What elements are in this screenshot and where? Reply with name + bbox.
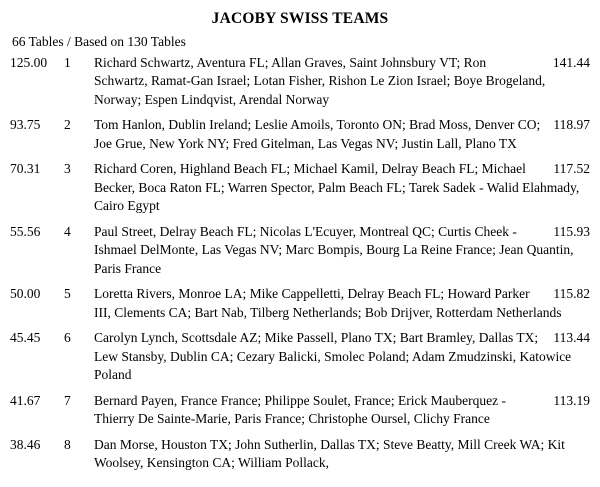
row-imps: 118.97: [553, 117, 590, 133]
row-names-inner: [94, 54, 590, 109]
spacer-cell: [64, 322, 94, 329]
row-score: 55.56: [10, 223, 41, 239]
spacer-cell: [64, 216, 94, 223]
row-names: Dan Morse, Houston TX; John Sutherlin, Dallas TX; Steve Beatty, Mill Creek WA; Kit Woolsey, Kensington CA; William Pollack,: [94, 436, 565, 471]
row-names-cell: [94, 329, 590, 384]
row-spacer: [10, 429, 590, 436]
spacer-cell: [10, 322, 64, 329]
row-rank: 6: [64, 330, 71, 346]
table-row: [10, 54, 590, 109]
row-imps: 115.82: [553, 286, 590, 302]
row-names-cell: [94, 285, 590, 322]
spacer-cell: [94, 278, 590, 285]
results-table-body: [10, 54, 590, 473]
row-spacer: [10, 216, 590, 223]
row-rank: 8: [64, 436, 71, 452]
spacer-cell: [10, 109, 64, 116]
row-spacer: [10, 385, 590, 392]
row-names-inner: [94, 285, 590, 322]
spacer-cell: [10, 153, 64, 160]
row-names: Tom Hanlon, Dublin Ireland; Leslie Amoils, Toronto ON; Brad Moss, Denver CO; Joe Grue, New York NY; Fred Gitelman, Las Vegas NV; Justin Lall, Plano TX: [94, 117, 541, 151]
results-table: [10, 54, 590, 473]
row-names-inner: [94, 223, 590, 278]
spacer-cell: [10, 385, 64, 392]
spacer-cell: [10, 216, 64, 223]
table-row: [10, 392, 590, 429]
row-spacer: [10, 278, 590, 285]
row-score: 41.67: [10, 392, 41, 408]
row-imps: 115.93: [553, 223, 590, 239]
row-score: 93.75: [10, 117, 41, 133]
row-rank: 5: [64, 286, 71, 302]
row-rank: 4: [64, 223, 71, 239]
row-names-cell: [94, 54, 590, 109]
row-names-inner: [94, 329, 590, 384]
spacer-cell: [94, 429, 590, 436]
row-spacer: [10, 153, 590, 160]
row-imps: 141.44: [552, 55, 590, 70]
table-row: [10, 223, 590, 278]
spacer-cell: [64, 153, 94, 160]
table-row: [10, 436, 590, 473]
tables-summary: 66 Tables / Based on 130 Tables: [12, 34, 186, 49]
row-imps: 113.19: [553, 392, 590, 408]
spacer-cell: [94, 153, 590, 160]
row-imps: 117.52: [553, 161, 590, 177]
table-row: [10, 285, 590, 322]
page-title: JACOBY SWISS TEAMS: [211, 10, 389, 27]
spacer-cell: [94, 109, 590, 116]
row-spacer: [10, 322, 590, 329]
row-names-inner: [94, 436, 590, 473]
row-names: Loretta Rivers, Monroe LA; Mike Cappelletti, Delray Beach FL; Howard Parker III, Clements CA; Bart Nab, Tilberg Netherlands; Bob Drijver, Rotterdam Netherlands: [94, 286, 562, 320]
row-rank: 3: [64, 161, 71, 177]
row-spacer: [10, 109, 590, 116]
row-score: 70.31: [10, 161, 41, 177]
spacer-cell: [64, 385, 94, 392]
table-row: [10, 116, 590, 153]
spacer-cell: [10, 278, 64, 285]
spacer-cell: [64, 278, 94, 285]
spacer-cell: [64, 429, 94, 436]
row-names-cell: [94, 223, 590, 278]
row-names-inner: [94, 160, 590, 215]
spacer-cell: [94, 322, 590, 329]
row-names-cell: [94, 160, 590, 215]
spacer-cell: [94, 385, 590, 392]
row-score: 50.00: [10, 286, 41, 302]
row-rank: 7: [64, 392, 71, 408]
row-names-cell: [94, 392, 590, 429]
row-names-cell: [94, 436, 590, 473]
row-score: 38.46: [10, 436, 41, 452]
row-names: Carolyn Lynch, Scottsdale AZ; Mike Passell, Plano TX; Bart Bramley, Dallas TX; Lew Stansby, Dublin CA; Cezary Balicki, Smolec Poland; Adam Zmudzinski, Katowice Poland: [94, 330, 572, 383]
spacer-cell: [94, 216, 590, 223]
row-score: 125.00: [10, 55, 48, 70]
row-imps: 113.44: [553, 330, 590, 346]
row-rank: 1: [64, 55, 71, 70]
row-names-cell: [94, 116, 590, 153]
row-names: Richard Schwartz, Aventura FL; Allan Graves, Saint Johnsbury VT; Ron Schwartz, Ramat-Gan Israel; Lotan Fisher, Rishon Le Zion Israel; Boye Brogeland, Norway; Espen Lindqvist, Arendal Norway: [94, 55, 546, 107]
row-rank: 2: [64, 117, 71, 133]
row-names: Paul Street, Delray Beach FL; Nicolas L'Ecuyer, Montreal QC; Curtis Cheek - Ishmael DelMonte, Las Vegas NV; Marc Bompis, Bourg La Reine France; Jean Quantin, Paris France: [94, 223, 574, 276]
row-names: Richard Coren, Highland Beach FL; Michael Kamil, Delray Beach FL; Michael Becker, Boca Raton FL; Warren Spector, Palm Beach FL; Tarek Sadek - Walid Elahmady, Cairo Egypt: [94, 161, 580, 214]
table-row: [10, 329, 590, 384]
spacer-cell: [64, 109, 94, 116]
row-names-inner: [94, 392, 590, 429]
spacer-cell: [10, 429, 64, 436]
row-score: 45.45: [10, 330, 41, 346]
table-row: [10, 160, 590, 215]
row-names: Bernard Payen, France France; Philippe Soulet, France; Erick Mauberquez - Thierry De Sainte-Marie, Paris France; Christophe Oursel, Clichy France: [94, 392, 506, 427]
row-names-inner: [94, 116, 590, 153]
